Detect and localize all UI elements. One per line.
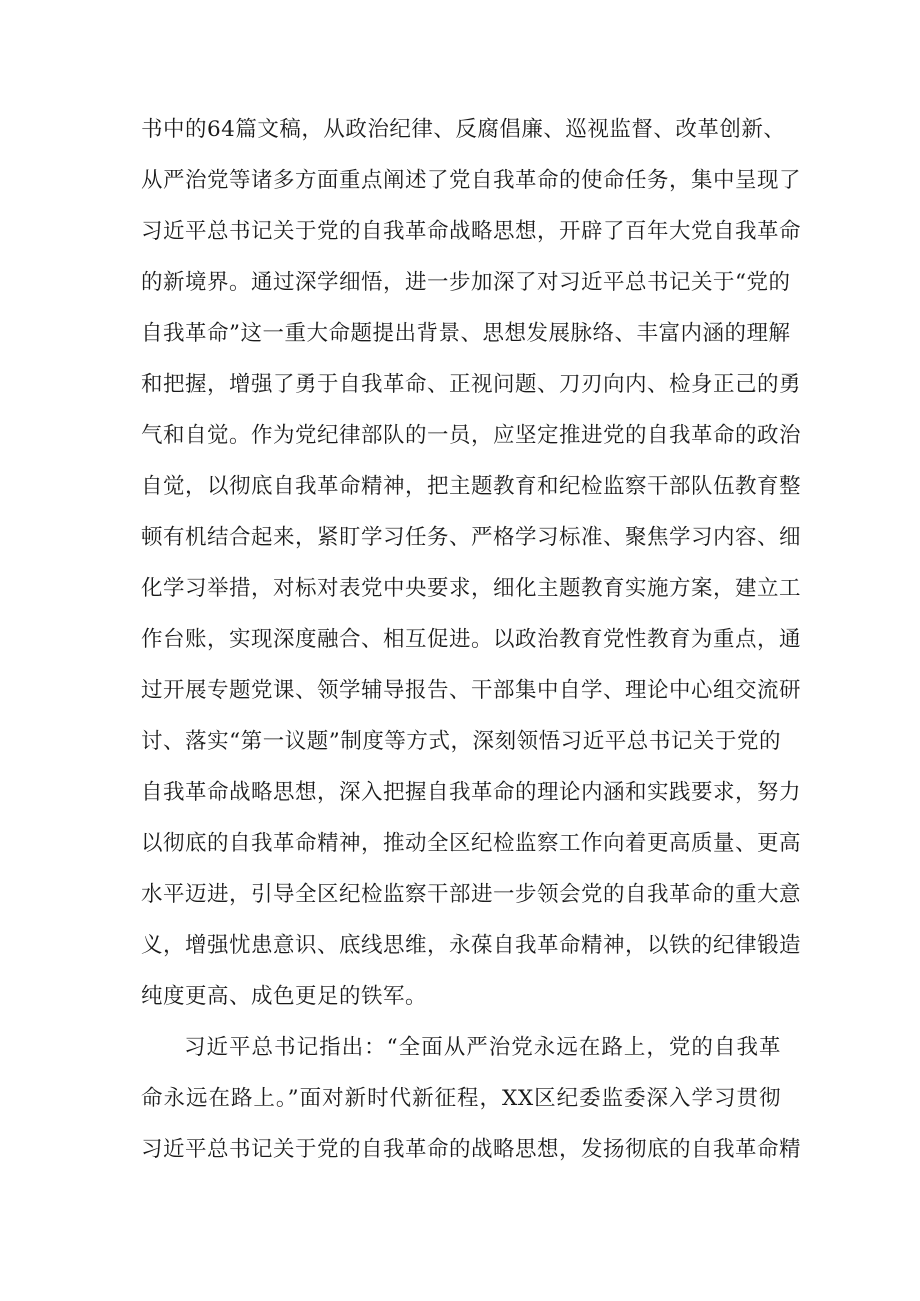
text-line: 以彻底的自我革命精神，推动全区纪检监察工作向着更高质量、更高: [141, 831, 802, 856]
text-line: 和把握，增强了勇于自我革命、正视问题、刀刃向内、检身正己的勇: [141, 372, 802, 397]
text-line: 习近平总书记指出：“全面从严治党永远在路上，党的自我革: [184, 1035, 781, 1060]
text-line: 习近平总书记关于党的自我革命的战略思想，发扬彻底的自我革命精: [141, 1137, 802, 1162]
text-line: 水平迈进，引导全区纪检监察干部进一步领会党的自我革命的重大意: [141, 882, 802, 907]
text-line: 的新境界。通过深学细悟，进一步加深了对习近平总书记关于“党的: [141, 270, 791, 295]
text-line: 顿有机结合起来，紧盯学习任务、严格学习标准、聚焦学习内容、细: [141, 525, 802, 550]
text-line: 从严治党等诸多方面重点阐述了党自我革命的使命任务，集中呈现了: [141, 168, 802, 193]
text-line: 义，增强忧患意识、底线思维，永葆自我革命精神，以铁的纪律锻造: [141, 933, 802, 958]
text-line: 自觉，以彻底自我革命精神，把主题教育和纪检监察干部队伍教育整: [141, 474, 802, 499]
text-line: 气和自觉。作为党纪律部队的一员，应坚定推进党的自我革命的政治: [141, 423, 802, 448]
text-line: 自我革命战略思想，深入把握自我革命的理论内涵和实践要求，努力: [141, 780, 802, 805]
text-line: 自我革命”这一重大命题提出背景、思想发展脉络、丰富内涵的理解: [141, 321, 791, 346]
text-line: 过开展专题党课、领学辅导报告、干部集中自学、理论中心组交流研: [141, 678, 802, 703]
text-line: 习近平总书记关于党的自我革命战略思想，开辟了百年大党自我革命: [141, 219, 802, 244]
text-line: 纯度更高、成色更足的铁军。: [141, 984, 428, 1009]
text-line: 书中的64篇文稿，从政治纪律、反腐倡廉、巡视监督、改革创新、: [141, 117, 786, 142]
text-line: 讨、落实“第一议题”制度等方式，深刻领悟习近平总书记关于党的: [141, 729, 781, 754]
text-line: 化学习举措，对标对表党中央要求，细化主题教育实施方案，建立工: [141, 576, 802, 601]
text-line: 作台账，实现深度融合、相互促进。以政治教育党性教育为重点，通: [141, 627, 802, 652]
text-line: 命永远在路上。”面对新时代新征程，XX区纪委监委深入学习贯彻: [141, 1086, 781, 1111]
